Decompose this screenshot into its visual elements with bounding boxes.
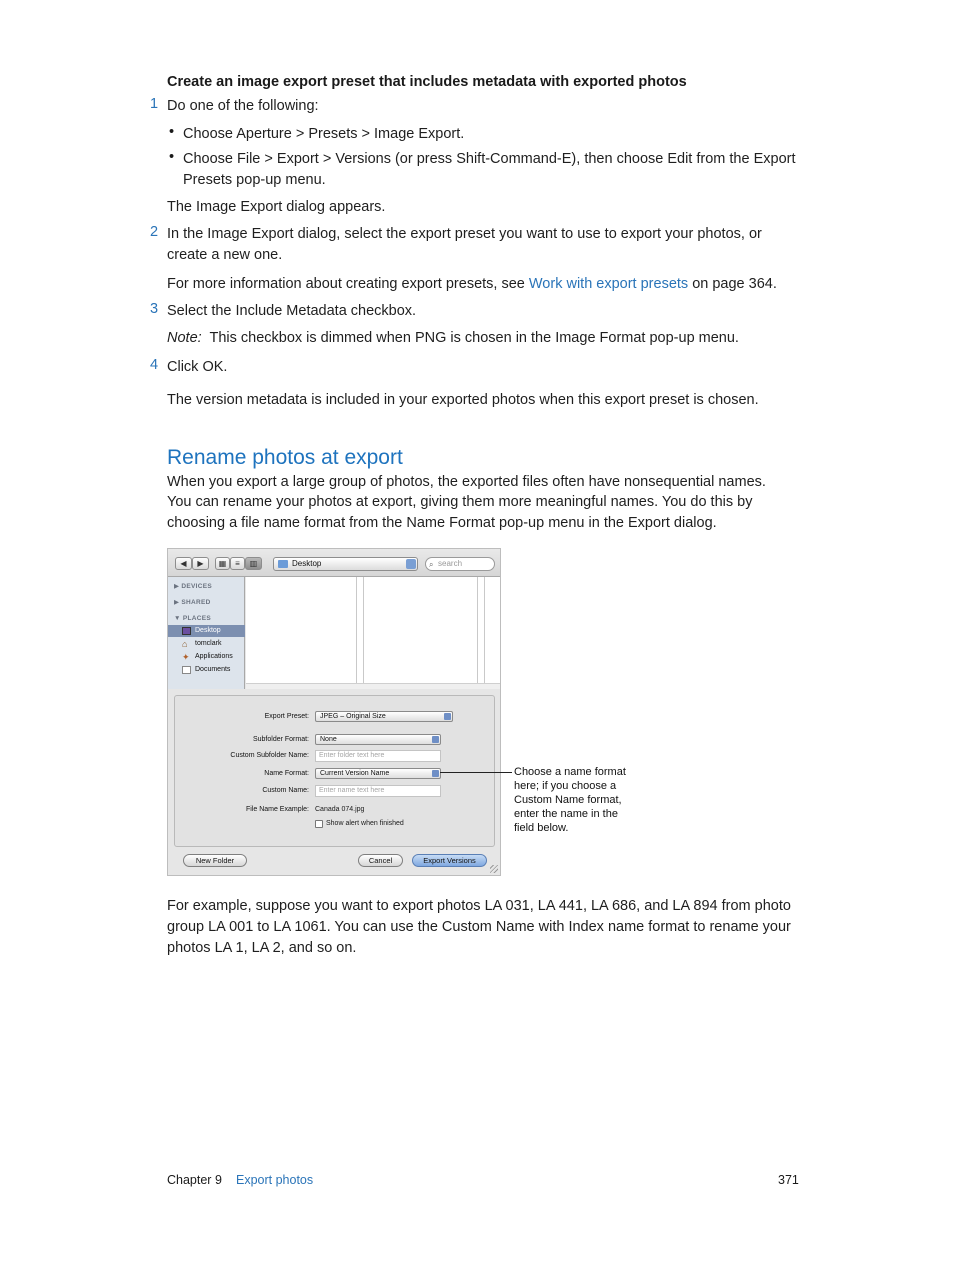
- custom-name-label: Custom Name:: [262, 787, 309, 794]
- location-popup-label: Desktop: [292, 559, 322, 568]
- show-alert-checkbox[interactable]: [315, 820, 323, 828]
- export-versions-button[interactable]: Export Versions: [412, 854, 487, 867]
- sidebar-item-tomclark[interactable]: [168, 638, 245, 650]
- home-icon: ⌂: [182, 639, 188, 649]
- sidebar-item-desktop[interactable]: [168, 625, 245, 637]
- more-info-pre: For more information about creating export presets, see: [167, 276, 529, 292]
- custom-name-field[interactable]: Enter name text here: [315, 785, 441, 797]
- column-divider[interactable]: [477, 577, 478, 683]
- column-divider: [363, 577, 364, 683]
- sidebar-shared-header[interactable]: ▶ SHARED: [174, 599, 211, 606]
- back-button[interactable]: ◀: [175, 557, 192, 570]
- dialog-appears-text: The Image Export dialog appears.: [167, 199, 386, 215]
- name-format-callout: [514, 765, 639, 835]
- bullet-2-text-line2: Presets pop-up menu.: [183, 172, 326, 188]
- callout-leader-line: [440, 772, 512, 773]
- popup-arrows-icon: [432, 736, 439, 743]
- horizontal-scrollbar[interactable]: [246, 683, 500, 689]
- devices-label: DEVICES: [181, 583, 213, 590]
- custom-subfolder-label: Custom Subfolder Name:: [230, 752, 309, 759]
- search-field[interactable]: [425, 557, 495, 571]
- note-paragraph: [167, 328, 739, 349]
- name-format-label: Name Format:: [264, 770, 309, 777]
- column-view-icon[interactable]: ▥: [245, 557, 262, 570]
- step-number-2: 2: [150, 224, 159, 240]
- subfolder-format-popup[interactable]: [315, 734, 441, 745]
- location-popup[interactable]: [273, 557, 418, 571]
- shared-label: SHARED: [181, 599, 211, 606]
- rename-para-line2: You can rename your photos at export, giving them more meaningful names. You do this by: [167, 494, 753, 510]
- subfolder-format-value: None: [320, 736, 337, 743]
- callout-line-text: here; if you choose a: [514, 780, 617, 792]
- export-preset-label: Export Preset:: [264, 713, 309, 720]
- column-browser[interactable]: [246, 577, 500, 689]
- applications-icon: ✦: [182, 652, 190, 662]
- forward-button[interactable]: ▶: [192, 557, 209, 570]
- export-dialog-figure: [167, 548, 501, 876]
- callout-line-text: Custom Name format,: [514, 794, 622, 806]
- callout-line-text: Choose a name format: [514, 766, 626, 778]
- folder-icon: [278, 560, 288, 568]
- search-placeholder: search: [438, 559, 463, 568]
- callout-line-text: enter the name in the: [514, 808, 618, 820]
- step-number-3: 3: [150, 301, 159, 317]
- popup-arrows-icon: [432, 770, 439, 777]
- subfolder-format-label: Subfolder Format:: [252, 736, 309, 743]
- dialog-toolbar: [168, 549, 500, 577]
- note-text: This checkbox is dimmed when PNG is chosen in the Image Format pop-up menu.: [209, 330, 739, 346]
- work-with-export-presets-link[interactable]: Work with export presets: [528, 276, 689, 292]
- name-format-popup[interactable]: [315, 768, 441, 779]
- sidebar-places-header[interactable]: ▼ PLACES: [174, 615, 212, 622]
- step-3-text: Select the Include Metadata checkbox.: [167, 303, 417, 319]
- bullet-glyph-1: •: [169, 124, 175, 140]
- step-1-text: Do one of the following:: [167, 98, 319, 114]
- file-name-example-label: File Name Example:: [245, 806, 309, 813]
- footer-chapter-link[interactable]: Export photos: [236, 1173, 314, 1187]
- resize-grip-icon[interactable]: [490, 865, 498, 873]
- desktop-icon: [182, 627, 191, 635]
- name-format-value: Current Version Name: [320, 770, 390, 777]
- step-2-text-line1: In the Image Export dialog, select the export preset you want to use to export your photos, or: [167, 226, 762, 242]
- example-para-line2: group LA 001 to LA 1061. You can use the Custom Name with Index name format to rename your: [167, 919, 791, 935]
- popup-arrows-icon: [406, 559, 416, 569]
- list-view-icon[interactable]: ≡: [230, 557, 245, 570]
- rename-para-line1: When you export a large group of photos, the exported files often have nonsequential names.: [167, 474, 766, 490]
- footer-chapter: Chapter 9: [167, 1173, 222, 1187]
- cancel-button[interactable]: Cancel: [358, 854, 403, 867]
- step-4-text: Click OK.: [167, 359, 228, 375]
- callout-line-text: field below.: [514, 822, 569, 834]
- sidebar-item-label: Documents: [195, 666, 231, 673]
- finder-sidebar: [168, 577, 245, 689]
- sidebar-item-label: Applications: [195, 653, 233, 660]
- export-preset-value: JPEG – Original Size: [320, 713, 386, 720]
- sidebar-item-label: Desktop: [195, 627, 221, 634]
- export-options-panel: [174, 695, 495, 847]
- bullet-2-text-line1: Choose File > Export > Versions (or press Shift-Command-E), then choose Edit from the Export: [183, 151, 796, 167]
- column-divider[interactable]: [356, 577, 357, 683]
- bullet-glyph-2: •: [169, 149, 175, 165]
- popup-arrows-icon: [444, 713, 451, 720]
- more-info-paragraph: [167, 274, 777, 295]
- search-icon: ⌕: [429, 560, 434, 569]
- icon-view-icon[interactable]: ▦: [215, 557, 230, 570]
- step-number-1: 1: [150, 96, 159, 112]
- column-divider: [484, 577, 485, 683]
- new-folder-button[interactable]: New Folder: [183, 854, 247, 867]
- step-2-text-line2: create a new one.: [167, 247, 283, 263]
- example-para-line3: photos LA 1, LA 2, and so on.: [167, 940, 357, 956]
- export-preset-popup[interactable]: [315, 711, 453, 722]
- show-alert-label: Show alert when finished: [326, 820, 404, 827]
- rename-para-line3: choosing a file name format from the Name Format pop-up menu in the Export dialog.: [167, 515, 717, 531]
- bullet-1-text: Choose Aperture > Presets > Image Export.: [183, 126, 465, 142]
- note-label: Note:: [167, 330, 202, 346]
- more-info-post: on page 364.: [688, 276, 777, 292]
- sidebar-item-documents[interactable]: [168, 664, 245, 676]
- step-number-4: 4: [150, 357, 159, 373]
- page-number: 371: [778, 1173, 799, 1187]
- sidebar-devices-header[interactable]: ▶ DEVICES: [174, 583, 213, 590]
- places-label: PLACES: [182, 615, 212, 622]
- sidebar-item-label: tomclark: [195, 640, 222, 647]
- procedure-heading: Create an image export preset that includes metadata with exported photos: [167, 74, 687, 90]
- sidebar-item-applications[interactable]: [168, 651, 245, 663]
- section-title: Rename photos at export: [167, 446, 403, 469]
- custom-subfolder-field[interactable]: Enter folder text here: [315, 750, 441, 762]
- file-name-example-value: Canada 074.jpg: [315, 806, 365, 813]
- documents-icon: [182, 666, 191, 674]
- result-text: The version metadata is included in your exported photos when this export preset is chosen.: [167, 392, 759, 408]
- example-para-line1: For example, suppose you want to export photos LA 031, LA 441, LA 686, and LA 894 from photo: [167, 898, 791, 914]
